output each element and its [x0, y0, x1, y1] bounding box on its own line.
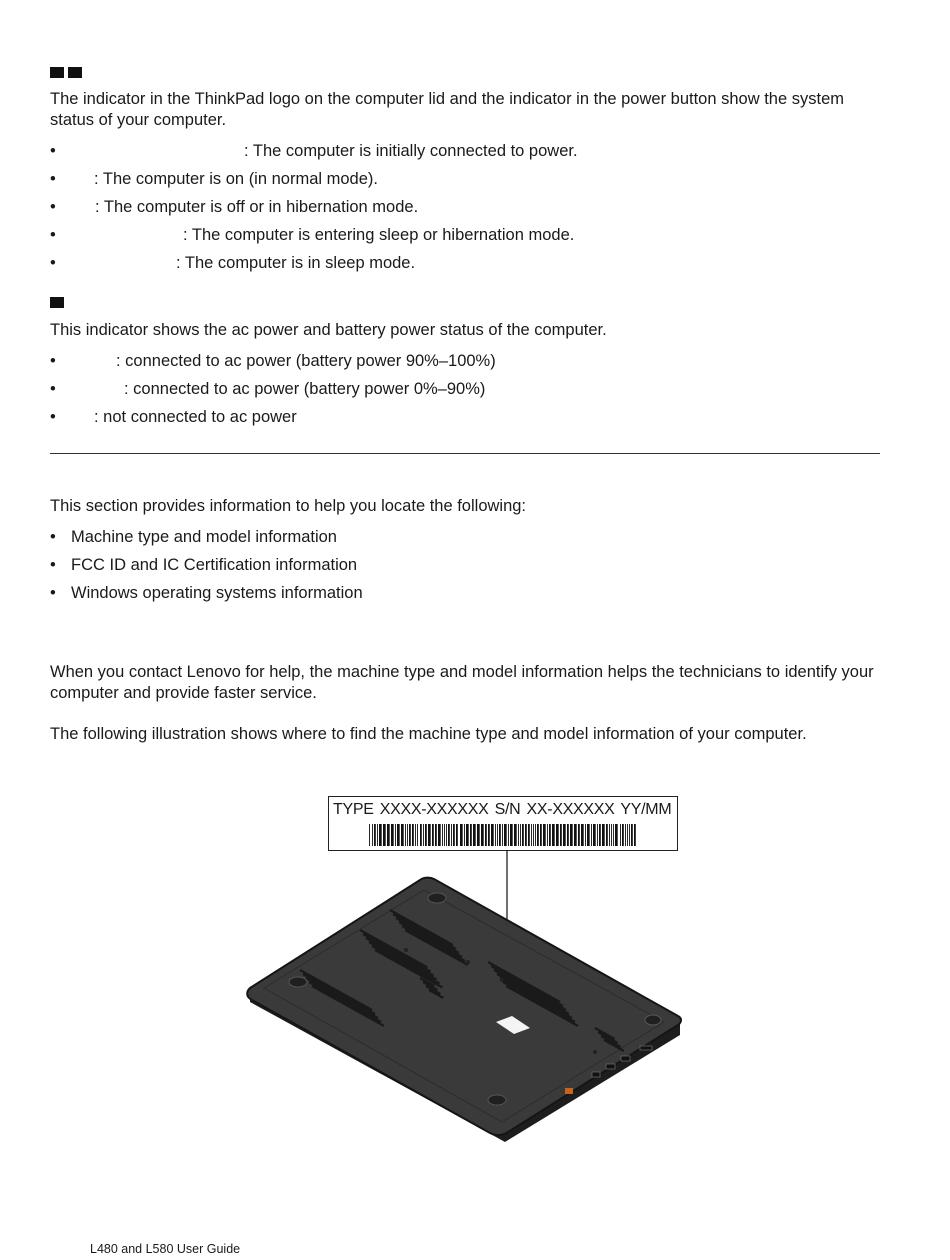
- barcode-bar: [470, 824, 472, 846]
- barcode-bar: [432, 824, 434, 846]
- bullet-dot: •: [50, 226, 56, 244]
- locate-item: Windows operating systems information: [71, 584, 363, 602]
- barcode-bar: [456, 824, 458, 846]
- barcode-bar: [504, 824, 507, 846]
- barcode-bar: [397, 824, 400, 846]
- barcode-bar: [599, 824, 601, 846]
- status-item: : The computer is off or in hibernation mode.: [95, 198, 419, 216]
- barcode-bar: [522, 824, 524, 846]
- barcode-bar: [615, 824, 618, 846]
- barcode-bar: [634, 824, 636, 846]
- ac-status-item: : not connected to ac power: [94, 408, 297, 426]
- barcode-bar: [442, 824, 443, 846]
- barcode-bar: [473, 824, 476, 846]
- machine-type-paragraph: When you contact Lenovo for help, the machine type and model information helps the technicians to identify your computer and provide faster service.: [50, 663, 874, 702]
- barcode-bar: [609, 824, 610, 846]
- barcode-bar: [499, 824, 501, 846]
- barcode-bar: [446, 824, 447, 846]
- barcode-bar: [620, 824, 621, 846]
- bullet-dot: •: [50, 142, 56, 160]
- barcode-bar: [593, 824, 596, 846]
- barcode-bar: [547, 824, 548, 846]
- barcode-bar: [435, 824, 437, 846]
- barcode-bar: [495, 824, 496, 846]
- barcode-bar: [570, 824, 573, 846]
- ac-status-item: : connected to ac power (battery power 90%–100%): [116, 352, 496, 370]
- callout-marker-icon: [50, 67, 64, 78]
- bullet-dot: •: [50, 352, 56, 370]
- bullet-dot: •: [50, 254, 56, 272]
- bullet-dot: •: [50, 556, 56, 574]
- barcode-bar: [540, 824, 542, 846]
- barcode-bar: [497, 824, 498, 846]
- barcode-bar: [425, 824, 427, 846]
- barcode-bar: [514, 824, 517, 846]
- barcode-bar: [412, 824, 414, 846]
- barcode-bar: [379, 824, 382, 846]
- barcode-bar: [549, 824, 551, 846]
- locate-intro: This section provides information to help you locate the following:: [50, 497, 527, 515]
- section-divider: [50, 453, 880, 454]
- barcode-bar: [377, 824, 378, 846]
- barcode-bar: [563, 824, 566, 846]
- barcode-bar: [460, 824, 463, 846]
- barcode-bar: [578, 824, 580, 846]
- barcode-bar: [567, 824, 569, 846]
- barcode-bar: [502, 824, 503, 846]
- locate-item: Machine type and model information: [71, 528, 337, 546]
- barcode-bar: [597, 824, 598, 846]
- barcode-bar: [491, 824, 494, 846]
- barcode-bar: [485, 824, 487, 846]
- barcode-bar: [420, 824, 422, 846]
- barcode-bar: [444, 824, 445, 846]
- barcode-bar: [611, 824, 612, 846]
- laptop-bottom-illustration: [240, 850, 700, 1150]
- barcode-bar: [625, 824, 626, 846]
- barcode-bar: [488, 824, 490, 846]
- bullet-dot: •: [50, 408, 56, 426]
- label-text: TYPE XXXX-XXXXXX S/N XX-XXXXXX YY/MM: [333, 801, 672, 818]
- barcode-bar: [543, 824, 546, 846]
- callout-marker-icon: [68, 67, 82, 78]
- barcode-bar: [585, 824, 586, 846]
- machine-type-label: [328, 796, 678, 851]
- barcode-bar: [372, 824, 373, 846]
- barcode-bar: [466, 824, 469, 846]
- page-footer: L480 and L580 User Guide: [90, 1242, 241, 1256]
- barcode-bar: [591, 824, 592, 846]
- barcode-bar: [428, 824, 431, 846]
- illustration-intro: The following illustration shows where to find the machine type and model information of your computer.: [50, 725, 807, 743]
- bullet-dot: •: [50, 584, 56, 602]
- barcode-bar: [552, 824, 555, 846]
- callout-marker-icon: [50, 297, 64, 308]
- barcode-bar: [627, 824, 628, 846]
- barcode-bar: [395, 824, 396, 846]
- indicator-intro: The indicator in the ThinkPad logo on the computer lid and the indicator in the power button show the system status of your computer.: [50, 90, 844, 129]
- bullet-dot: •: [50, 528, 56, 546]
- barcode-bar: [415, 824, 416, 846]
- barcode-bar: [508, 824, 509, 846]
- barcode-bar: [537, 824, 539, 846]
- barcode-bar: [606, 824, 608, 846]
- barcode-bar: [409, 824, 411, 846]
- barcode-bar: [477, 824, 480, 846]
- barcode-bar: [556, 824, 559, 846]
- barcode-bar: [510, 824, 513, 846]
- bullet-dot: •: [50, 380, 56, 398]
- barcode-bar: [453, 824, 455, 846]
- barcode-bar: [574, 824, 577, 846]
- barcode-bar: [451, 824, 452, 846]
- barcode-bar: [391, 824, 394, 846]
- barcode-bar: [528, 824, 530, 846]
- barcode-bar: [602, 824, 605, 846]
- barcode-bar: [525, 824, 527, 846]
- barcode-bar: [401, 824, 404, 846]
- status-item: : The computer is entering sleep or hibernation mode.: [183, 226, 575, 244]
- barcode-bar: [629, 824, 630, 846]
- barcode-bar: [481, 824, 484, 846]
- barcode-bar: [533, 824, 534, 846]
- status-item: : The computer is in sleep mode.: [176, 254, 416, 272]
- barcode-bar: [369, 824, 370, 846]
- ac-status-item: : connected to ac power (battery power 0%–90%): [124, 380, 486, 398]
- barcode-bar: [438, 824, 441, 846]
- barcode-bar: [374, 824, 376, 846]
- barcode-bar: [631, 824, 633, 846]
- barcode-bar: [464, 824, 465, 846]
- barcode-bar: [587, 824, 590, 846]
- barcode-bar: [518, 824, 519, 846]
- barcode-bar: [581, 824, 584, 846]
- barcode-bar: [531, 824, 532, 846]
- barcode-bar: [535, 824, 536, 846]
- bullet-dot: •: [50, 198, 56, 216]
- ac-indicator-intro: This indicator shows the ac power and battery power status of the computer.: [50, 321, 607, 339]
- barcode-bar: [622, 824, 624, 846]
- barcode-bar: [448, 824, 450, 846]
- bullet-dot: •: [50, 170, 56, 188]
- barcode-bar: [417, 824, 418, 846]
- barcode-bar: [405, 824, 406, 846]
- barcode-bar: [383, 824, 386, 846]
- barcode-bar: [387, 824, 390, 846]
- status-item: : The computer is on (in normal mode).: [94, 170, 378, 188]
- locate-item: FCC ID and IC Certification information: [71, 556, 358, 574]
- barcode-bar: [560, 824, 562, 846]
- barcode-bar: [520, 824, 521, 846]
- barcode-bar: [613, 824, 614, 846]
- barcode-bar: [423, 824, 424, 846]
- barcode-icon: [369, 824, 637, 846]
- status-item: : The computer is initially connected to power.: [244, 142, 578, 160]
- barcode-bar: [407, 824, 408, 846]
